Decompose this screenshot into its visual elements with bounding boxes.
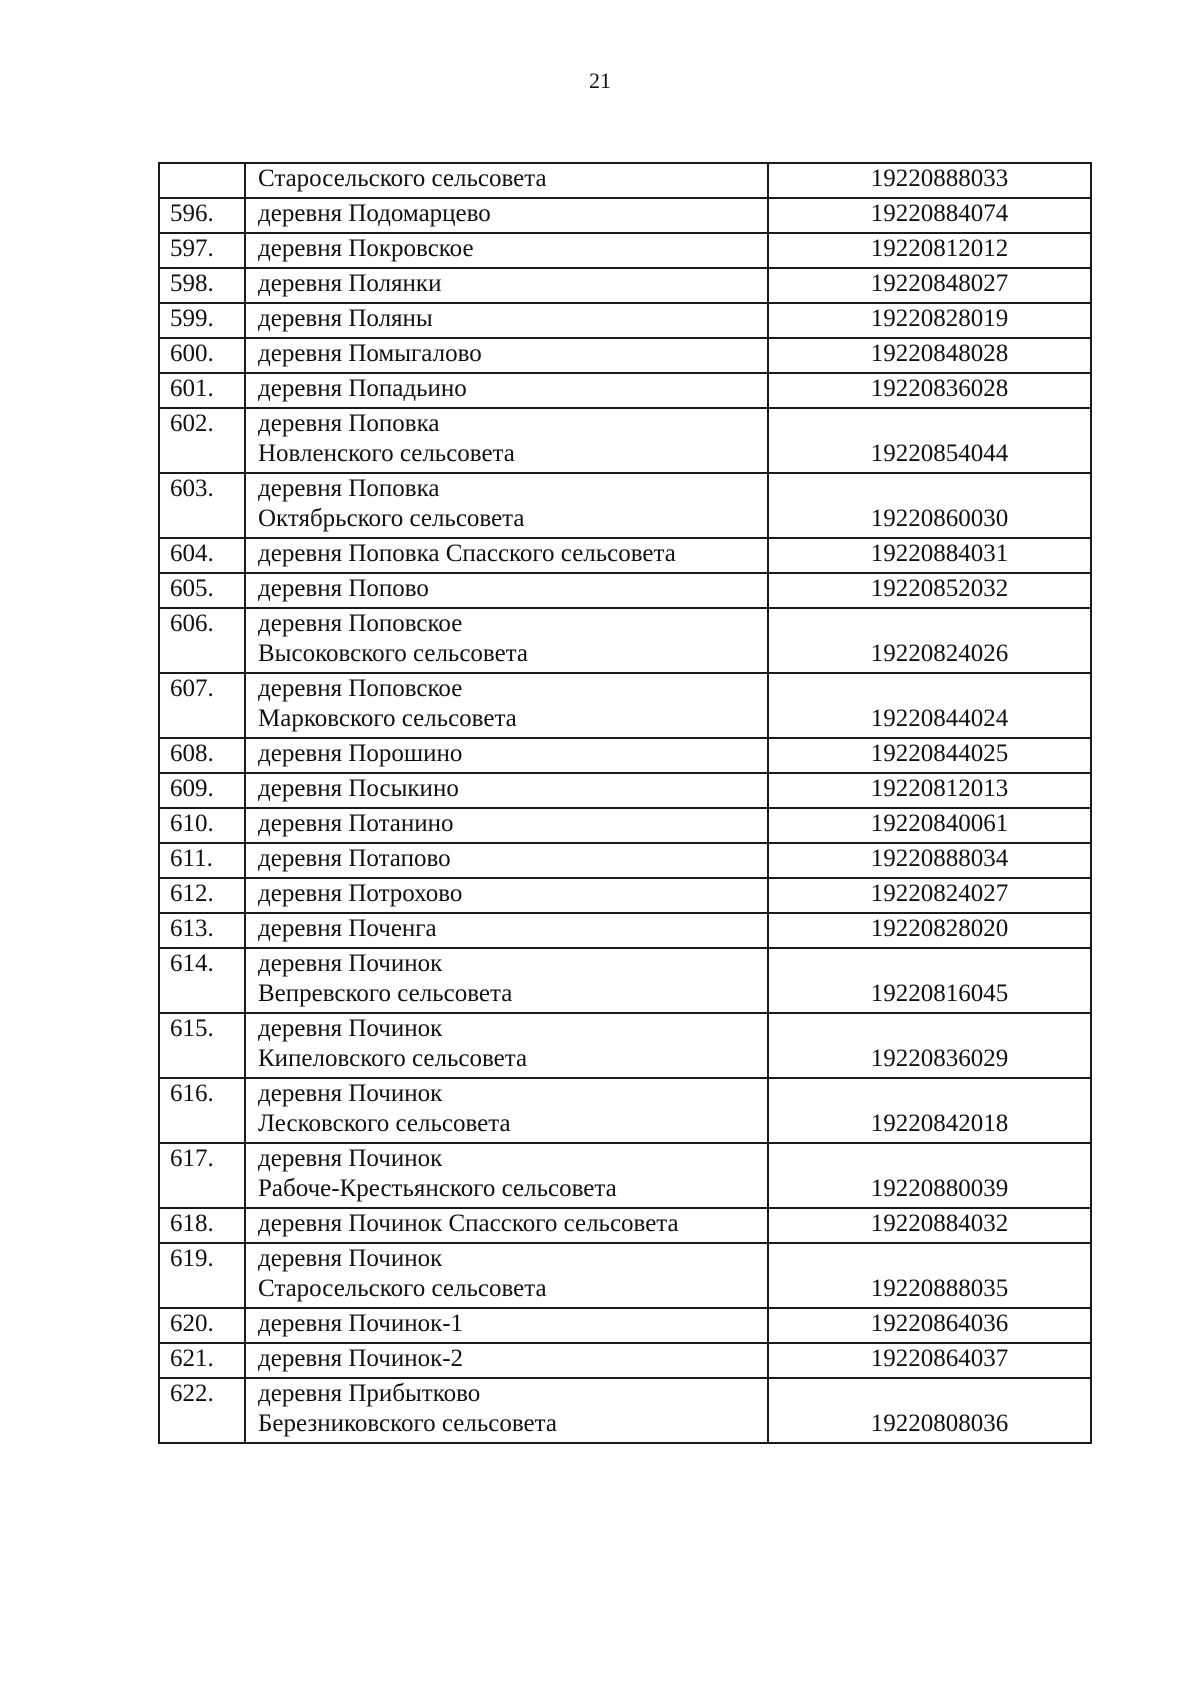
settlement-name-line: деревня Прибытково	[258, 1380, 481, 1407]
oktmo-code: 19220816045	[768, 948, 1091, 1013]
settlement-name-line: Рабоче-Крестьянского сельсовета	[258, 1175, 617, 1202]
settlement-name-line: деревня Починок Спасского сельсовета	[258, 1210, 679, 1237]
table-row	[159, 878, 1091, 913]
row-number: 601.	[159, 373, 245, 408]
settlement-name	[245, 268, 768, 303]
settlement-name	[245, 233, 768, 268]
oktmo-code: 19220824027	[768, 878, 1091, 913]
page-number: 21	[589, 68, 611, 93]
settlement-name	[245, 773, 768, 808]
oktmo-code: 19220848028	[768, 338, 1091, 373]
row-number: 603.	[159, 473, 245, 538]
settlement-name-line: деревня Починок	[258, 1245, 443, 1272]
oktmo-code: 19220888034	[768, 843, 1091, 878]
row-number: 620.	[159, 1308, 245, 1343]
table-row	[159, 338, 1091, 373]
row-number: 610.	[159, 808, 245, 843]
settlement-name-line: Высоковского сельсовета	[258, 640, 529, 667]
row-number: 609.	[159, 773, 245, 808]
settlement-name-line: деревня Попадьино	[258, 375, 467, 402]
settlement-name	[245, 1013, 768, 1078]
table-row	[159, 373, 1091, 408]
table-row	[159, 1013, 1091, 1078]
table-row	[159, 1243, 1091, 1308]
settlement-name-line: Октябрьского сельсовета	[258, 505, 525, 532]
settlement-name-line: деревня Подомарцево	[258, 200, 491, 227]
settlement-name-line: деревня Поповка Спасского сельсовета	[258, 540, 676, 567]
settlement-name	[245, 1243, 768, 1308]
row-number	[159, 163, 245, 198]
settlement-name-line: деревня Потанино	[258, 810, 454, 837]
oktmo-code: 19220840061	[768, 808, 1091, 843]
row-number: 604.	[159, 538, 245, 573]
oktmo-code: 19220844025	[768, 738, 1091, 773]
settlement-name-line: Марковского сельсовета	[258, 705, 517, 732]
settlement-name	[245, 198, 768, 233]
table-row	[159, 808, 1091, 843]
settlement-name-line: деревня Починок	[258, 950, 443, 977]
settlement-name	[245, 338, 768, 373]
settlement-name-line: деревня Починок	[258, 1080, 443, 1107]
oktmo-code: 19220888033	[768, 163, 1091, 198]
settlement-name	[245, 573, 768, 608]
oktmo-code: 19220848027	[768, 268, 1091, 303]
settlement-name	[245, 878, 768, 913]
settlement-name-line: деревня Поповка	[258, 475, 440, 502]
settlement-name	[245, 1308, 768, 1343]
settlement-name-line: деревня Починок	[258, 1015, 443, 1042]
settlement-name-line: деревня Поповское	[258, 610, 463, 637]
row-number: 615.	[159, 1013, 245, 1078]
oktmo-code: 19220808036	[768, 1378, 1091, 1443]
oktmo-code: 19220860030	[768, 473, 1091, 538]
settlement-name-line: Старосельского сельсовета	[258, 165, 547, 192]
table-row	[159, 773, 1091, 808]
oktmo-code: 19220884032	[768, 1208, 1091, 1243]
settlement-name-line: деревня Потапово	[258, 845, 451, 872]
settlement-name-line: деревня Поченга	[258, 915, 437, 942]
settlement-name-line: деревня Починок-2	[258, 1345, 464, 1372]
table-row	[159, 1143, 1091, 1208]
table-row	[159, 608, 1091, 673]
row-number: 619.	[159, 1243, 245, 1308]
table-row	[159, 1078, 1091, 1143]
settlements-table	[158, 162, 1092, 1444]
row-number: 616.	[159, 1078, 245, 1143]
oktmo-code: 19220844024	[768, 673, 1091, 738]
row-number: 598.	[159, 268, 245, 303]
table-row	[159, 843, 1091, 878]
settlement-name	[245, 948, 768, 1013]
row-number: 606.	[159, 608, 245, 673]
settlement-name	[245, 473, 768, 538]
table-row	[159, 1308, 1091, 1343]
settlement-name	[245, 373, 768, 408]
oktmo-code: 19220836028	[768, 373, 1091, 408]
oktmo-code: 19220864037	[768, 1343, 1091, 1378]
oktmo-code: 19220828019	[768, 303, 1091, 338]
row-number: 597.	[159, 233, 245, 268]
settlement-name	[245, 1378, 768, 1443]
settlement-name-line: Березниковского сельсовета	[258, 1410, 557, 1437]
settlement-name-line: деревня Попово	[258, 575, 429, 602]
settlement-name-line: деревня Поляны	[258, 305, 433, 332]
settlement-name	[245, 673, 768, 738]
settlement-name	[245, 408, 768, 473]
settlement-name-line: деревня Поповское	[258, 675, 463, 702]
table-row	[159, 1208, 1091, 1243]
row-number: 613.	[159, 913, 245, 948]
row-number: 596.	[159, 198, 245, 233]
settlement-name-line: деревня Помыгалово	[258, 340, 482, 367]
row-number: 622.	[159, 1378, 245, 1443]
row-number: 600.	[159, 338, 245, 373]
oktmo-code: 19220888035	[768, 1243, 1091, 1308]
settlement-name	[245, 303, 768, 338]
table-row	[159, 198, 1091, 233]
settlement-name-line: деревня Починок-1	[258, 1310, 464, 1337]
oktmo-code: 19220880039	[768, 1143, 1091, 1208]
settlement-name-line: деревня Поповка	[258, 410, 440, 437]
settlement-name	[245, 1343, 768, 1378]
row-number: 614.	[159, 948, 245, 1013]
table-row	[159, 538, 1091, 573]
settlement-name	[245, 1143, 768, 1208]
settlement-name	[245, 163, 768, 198]
row-number: 611.	[159, 843, 245, 878]
table-row	[159, 913, 1091, 948]
settlement-name-line: деревня Починок	[258, 1145, 443, 1172]
table-body	[159, 163, 1091, 1443]
table-row	[159, 473, 1091, 538]
oktmo-code: 19220812013	[768, 773, 1091, 808]
settlement-name	[245, 1208, 768, 1243]
settlement-name-line: деревня Посыкино	[258, 775, 459, 802]
table-row	[159, 673, 1091, 738]
table-row	[159, 1343, 1091, 1378]
oktmo-code: 19220884074	[768, 198, 1091, 233]
oktmo-code: 19220864036	[768, 1308, 1091, 1343]
table-row	[159, 408, 1091, 473]
table-row	[159, 233, 1091, 268]
settlement-name-line: деревня Потрохово	[258, 880, 463, 907]
oktmo-code: 19220828020	[768, 913, 1091, 948]
settlement-name-line: Вепревского сельсовета	[258, 980, 513, 1007]
settlement-name-line: деревня Порошино	[258, 740, 463, 767]
settlement-name-line: Лесковского сельсовета	[258, 1110, 511, 1137]
settlement-name	[245, 843, 768, 878]
oktmo-code: 19220854044	[768, 408, 1091, 473]
table-row	[159, 1378, 1091, 1443]
row-number: 621.	[159, 1343, 245, 1378]
settlement-name	[245, 1078, 768, 1143]
oktmo-code: 19220852032	[768, 573, 1091, 608]
table-row	[159, 738, 1091, 773]
row-number: 608.	[159, 738, 245, 773]
settlement-name	[245, 538, 768, 573]
oktmo-code: 19220836029	[768, 1013, 1091, 1078]
row-number: 605.	[159, 573, 245, 608]
oktmo-code: 19220824026	[768, 608, 1091, 673]
table-row	[159, 948, 1091, 1013]
row-number: 599.	[159, 303, 245, 338]
row-number: 602.	[159, 408, 245, 473]
table-row	[159, 163, 1091, 198]
settlement-name	[245, 913, 768, 948]
oktmo-code: 19220842018	[768, 1078, 1091, 1143]
table-row	[159, 303, 1091, 338]
table-row	[159, 268, 1091, 303]
row-number: 607.	[159, 673, 245, 738]
oktmo-code: 19220884031	[768, 538, 1091, 573]
settlement-name-line: Новленского сельсовета	[258, 440, 515, 467]
row-number: 618.	[159, 1208, 245, 1243]
oktmo-code: 19220812012	[768, 233, 1091, 268]
settlement-name	[245, 808, 768, 843]
row-number: 612.	[159, 878, 245, 913]
settlement-name	[245, 608, 768, 673]
settlement-name-line: деревня Полянки	[258, 270, 442, 297]
settlement-name-line: Кипеловского сельсовета	[258, 1045, 528, 1072]
settlement-name-line: Старосельского сельсовета	[258, 1275, 547, 1302]
settlement-name	[245, 738, 768, 773]
settlement-name-line: деревня Покровское	[258, 235, 474, 262]
row-number: 617.	[159, 1143, 245, 1208]
table-row	[159, 573, 1091, 608]
